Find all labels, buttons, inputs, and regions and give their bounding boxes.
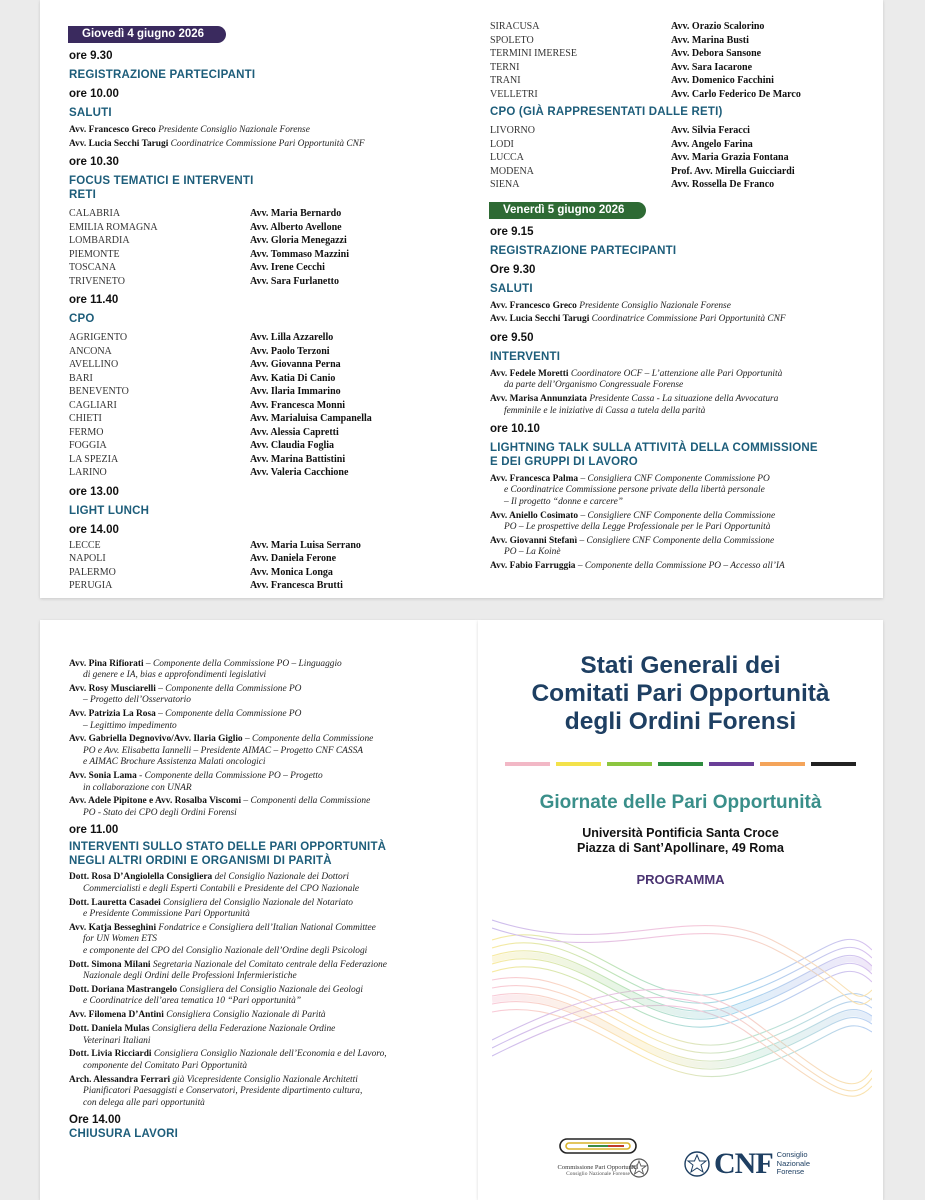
speaker bbox=[69, 139, 469, 150]
speaker-name: Avv. Paolo Terzoni bbox=[250, 345, 330, 357]
speaker-role-cont: e Presidente Commissione Pari Opportunità bbox=[83, 909, 250, 919]
speaker-name: Avv. Irene Cecchi bbox=[250, 262, 325, 274]
speaker-name: Avv. Rossella De Franco bbox=[671, 179, 775, 190]
section-title: CPO (GIÀ RAPPRESENTATI DALLE RETI) bbox=[490, 106, 723, 118]
section-title: RETI bbox=[69, 189, 96, 202]
speaker-role-cont: Nazionale degli Ordini delle Professioni Infermieristiche bbox=[83, 971, 297, 982]
location-name: MODENA bbox=[490, 165, 534, 177]
list-item bbox=[69, 358, 469, 372]
speaker bbox=[69, 872, 469, 895]
speaker-role-cont: Pianificatori Paesaggisti e Conservatori, Presidente dipartimento cultura, bbox=[83, 1086, 363, 1097]
speaker-name: Avv. Marina Battistini bbox=[250, 453, 346, 465]
day1-column bbox=[69, 24, 469, 593]
speaker-role: Consigliera del Consiglio Nazionale del Notariato bbox=[160, 897, 353, 908]
cpo-logo-label: Commissione Pari Opportunità bbox=[557, 1164, 639, 1171]
cover-title-line: degli Ordini Forensi bbox=[564, 708, 797, 735]
cnf-logo-caption bbox=[777, 1151, 810, 1177]
location-name: FERMO bbox=[69, 426, 104, 438]
cnf-logo-caption-line: Consiglio bbox=[776, 1150, 808, 1160]
speaker-name: Dott. Doriana Mastrangelo bbox=[69, 984, 178, 995]
location-name: SIRACUSA bbox=[490, 21, 540, 32]
speaker-role-cont: PO – Le prospettive della Legge Professionale per le Pari Opportunità bbox=[504, 522, 771, 533]
speaker-role: – Consigliere CNF Componente della Commissione bbox=[577, 535, 775, 546]
programme-page-2 bbox=[40, 620, 478, 1200]
speaker-role: Segretaria Nazionale del Comitato centrale della Federazione bbox=[150, 959, 387, 970]
speaker-name: Avv. Lucia Secchi Tarugi bbox=[69, 138, 169, 149]
list-item bbox=[69, 331, 469, 345]
location-name: EMILIA ROMAGNA bbox=[69, 221, 158, 233]
speaker-role-cont: – Il progetto “donne e carcere” bbox=[504, 496, 623, 507]
speaker-name: Avv. Filomena D’Antini bbox=[69, 1010, 164, 1021]
speaker-name: Prof. Avv. Mirella Guicciardi bbox=[671, 165, 795, 177]
speaker bbox=[69, 684, 469, 707]
speaker-role-cont: PO - Stato dei CPO degli Ordini Forensi bbox=[83, 807, 237, 818]
speaker-name: Avv. Giovanna Perna bbox=[250, 359, 341, 371]
speaker bbox=[69, 1024, 469, 1047]
section-title: REGISTRAZIONE PARTECIPANTI bbox=[490, 244, 677, 257]
speaker-role: – Componente della Commissione PO bbox=[155, 683, 302, 694]
cnf-logo bbox=[683, 1147, 810, 1181]
list-item bbox=[490, 47, 870, 61]
republic-emblem-icon bbox=[628, 1157, 650, 1184]
speaker-name: Avv. Fabio Farruggia bbox=[490, 561, 576, 572]
list-item bbox=[490, 74, 870, 88]
speaker-role-cont: Veterinari Italiani bbox=[83, 1035, 151, 1046]
time-label: ore 13.00 bbox=[69, 485, 119, 498]
speaker-name: Avv. Sonia Lama bbox=[69, 771, 137, 782]
location-name: BENEVENTO bbox=[69, 386, 129, 398]
list-item bbox=[490, 165, 870, 179]
speaker bbox=[69, 985, 469, 1008]
logos-row bbox=[478, 1135, 883, 1200]
speaker-role-cont: for UN Women ETS bbox=[83, 934, 157, 945]
speaker-name: Avv. Monica Longa bbox=[250, 566, 333, 578]
list-item bbox=[69, 385, 469, 399]
speaker-role: – Componente della Commissione PO – Accesso all’IA bbox=[575, 561, 785, 572]
speaker-role: Consigliera del Consiglio Nazionale dei Geologi bbox=[177, 984, 363, 995]
location-name: LUCCA bbox=[490, 152, 524, 163]
color-bars bbox=[478, 762, 883, 766]
list-item bbox=[69, 566, 469, 580]
speaker-name: Avv. Sara Iacarone bbox=[671, 61, 753, 73]
interventi-list bbox=[490, 369, 870, 417]
location-name: NAPOLI bbox=[69, 553, 106, 565]
speaker-name: Avv. Giovanni Stefanì bbox=[490, 535, 578, 546]
location-name: CHIETI bbox=[69, 413, 102, 425]
speaker-name: Avv. Fedele Moretti bbox=[490, 368, 569, 379]
speaker-name: Avv. Marialuisa Campanella bbox=[250, 413, 372, 425]
location-name: LOMBARDIA bbox=[69, 235, 130, 247]
speaker-role: Consigliera Consiglio Nazionale di Parità bbox=[163, 1010, 326, 1021]
color-bar bbox=[607, 762, 652, 766]
speaker bbox=[69, 1010, 469, 1021]
list-item bbox=[490, 178, 870, 192]
paperclip-logo-icon bbox=[558, 1135, 638, 1157]
list-item bbox=[69, 453, 469, 467]
speaker-role: Coordinatrice Commissione Pari Opportunità CNF bbox=[170, 138, 365, 149]
speaker-role-cont: in collaborazione con UNAR bbox=[83, 782, 192, 793]
list-item bbox=[69, 426, 469, 440]
list-item bbox=[69, 399, 469, 413]
cpo-reti-list bbox=[490, 124, 870, 192]
speaker bbox=[69, 734, 469, 768]
speaker-role-cont: di genere e IA, bias e approfondimenti legislativi bbox=[83, 669, 267, 680]
time-label: ore 9.30 bbox=[69, 50, 113, 62]
list-item bbox=[69, 248, 469, 262]
location-name: VELLETRI bbox=[490, 88, 538, 100]
speaker-role-cont: Commercialisti e degli Esperti Contabili e Presidente del CPO Nazionale bbox=[83, 883, 360, 894]
speaker-name: Avv. Lucia Secchi Tarugi bbox=[490, 314, 590, 325]
speaker-name: Avv. Gabriella Degnovivo/Avv. Ilaria Giglio bbox=[69, 734, 243, 745]
list-item bbox=[69, 345, 469, 359]
speaker-role-cont: e AIMAC Brochure Assistenza Malati oncologici bbox=[83, 757, 266, 768]
speaker-role: Coordinatrice Commissione Pari Opportunità CNF bbox=[591, 314, 786, 325]
location-name: TOSCANA bbox=[69, 262, 117, 274]
speaker-role: Presidente Cassa - La situazione della Avvocatura bbox=[589, 394, 779, 405]
section-title: REGISTRAZIONE PARTECIPANTI bbox=[69, 69, 256, 81]
speaker bbox=[69, 1049, 469, 1072]
speaker-name: Avv. Patrizia La Rosa bbox=[69, 709, 156, 720]
speaker-name: Avv. Claudia Foglia bbox=[250, 440, 334, 452]
speaker-role: - Componente della Commissione PO – Progetto bbox=[136, 771, 323, 782]
section-title: FOCUS TEMATICI E INTERVENTI bbox=[69, 175, 254, 188]
speaker-role: del Consiglio Nazionale dei Dottori bbox=[212, 872, 349, 883]
speaker bbox=[69, 898, 469, 921]
speaker-name: Avv. Daniela Ferone bbox=[250, 553, 337, 565]
list-item bbox=[69, 466, 469, 480]
speaker bbox=[490, 314, 870, 325]
speaker bbox=[69, 125, 469, 136]
cnf-logo-caption-line: Nazionale bbox=[776, 1158, 811, 1168]
list-item bbox=[69, 275, 469, 289]
speaker bbox=[490, 301, 870, 312]
location-name: LA SPEZIA bbox=[69, 453, 119, 465]
speaker-role: Consigliera della Federazione Nazionale Ordine bbox=[149, 1024, 336, 1035]
location-name: SIENA bbox=[490, 179, 520, 190]
venue-address: Piazza di Sant’Apollinare, 49 Roma bbox=[576, 841, 784, 855]
talks-list-continued bbox=[69, 659, 469, 820]
speaker-name: Avv. Maria Grazia Fontana bbox=[671, 152, 789, 163]
speaker-role-cont: PO e Avv. Elisabetta Iannelli – Presidente AIMAC – Progetto CNF CASSA bbox=[83, 745, 363, 756]
location-name: TERNI bbox=[490, 61, 520, 73]
speaker-name: Avv. Orazio Scalorino bbox=[671, 21, 765, 32]
speaker-name: Avv. Domenico Facchini bbox=[671, 75, 774, 86]
speaker-name: Avv. Ilaria Immarino bbox=[250, 386, 341, 398]
speaker-role-cont: – Progetto dell’Osservatorio bbox=[83, 695, 191, 706]
cover-title-line: Stati Generali dei bbox=[580, 652, 781, 679]
speaker-role: Fondatrice e Consigliera dell’Italian National Committee bbox=[156, 922, 376, 933]
saluti-list bbox=[490, 301, 870, 326]
section-title: INTERVENTI bbox=[490, 350, 561, 363]
cpo-logo-sublabel: Consiglio Nazionale Forense bbox=[566, 1171, 630, 1177]
time-label: Ore 9.30 bbox=[490, 263, 536, 276]
list-item bbox=[490, 151, 870, 165]
speaker-name: Avv. Francesca Palma bbox=[490, 473, 579, 484]
speaker-role: – Componenti della Commissione bbox=[241, 796, 371, 807]
venue-name: Università Pontificia Santa Croce bbox=[582, 826, 779, 840]
speaker-name: Avv. Rosy Musciarelli bbox=[69, 683, 156, 694]
location-name: BARI bbox=[69, 372, 93, 384]
speaker-name: Avv. Katia Di Canio bbox=[250, 372, 336, 384]
speaker-role: – Consigliere CNF Componente della Commissione bbox=[578, 510, 776, 521]
day1-badge: Giovedì 4 giugno 2026 bbox=[68, 26, 226, 43]
speaker-name: Dott. Livia Ricciardi bbox=[69, 1049, 152, 1060]
speaker-role-cont: con delega alle pari opportunità bbox=[83, 1097, 205, 1108]
section-title: NEGLI ALTRI ORDINI E ORGANISMI DI PARITÀ bbox=[69, 855, 332, 868]
location-name: PALERMO bbox=[69, 566, 116, 578]
speaker-name: Avv. Katja Besseghini bbox=[69, 922, 157, 933]
speaker-name: Dott. Simona Milani bbox=[69, 959, 151, 970]
speaker-name: Avv. Sara Furlanetto bbox=[250, 275, 339, 287]
speaker-name: Avv. Francesca Monni bbox=[250, 399, 346, 411]
location-name: SPOLETO bbox=[490, 34, 534, 46]
section-title: SALUTI bbox=[69, 107, 112, 119]
speaker-name: Avv. Pina Rifiorati bbox=[69, 658, 144, 669]
list-item bbox=[69, 261, 469, 275]
speaker-name: Avv. Adele Pipitone e Avv. Rosalba Viscomi bbox=[69, 796, 242, 807]
speaker bbox=[490, 474, 870, 508]
day2-badge: Venerdì 5 giugno 2026 bbox=[489, 202, 646, 219]
saluti-list bbox=[69, 125, 469, 150]
location-name: TRANI bbox=[490, 75, 521, 86]
location-name: AVELLINO bbox=[69, 359, 119, 371]
speaker bbox=[490, 394, 870, 417]
color-bar bbox=[709, 762, 754, 766]
cover-title-line: Comitati Pari Opportunità bbox=[531, 680, 830, 707]
location-name: LIVORNO bbox=[490, 125, 535, 136]
location-name: LECCE bbox=[69, 539, 101, 551]
speaker-name: Dott. Daniela Mulas bbox=[69, 1024, 150, 1035]
speaker-name: Avv. Marina Busti bbox=[671, 34, 749, 46]
list-item bbox=[69, 552, 469, 566]
section-title: LIGHTNING TALK SULLA ATTIVITÀ DELLA COMMISSIONE bbox=[490, 441, 818, 454]
speaker-role-cont: componente del Comitato Pari Opportunità bbox=[83, 1060, 248, 1071]
speaker-role: – Componente della Commissione PO – Linguaggio bbox=[143, 658, 342, 669]
cpo-list-continued bbox=[490, 20, 870, 101]
section-title: INTERVENTI SULLO STATO DELLE PARI OPPORTUNITÀ bbox=[69, 841, 387, 854]
cnf-logo-text: CNF bbox=[714, 1147, 773, 1180]
rainbow-waves-graphic bbox=[492, 900, 872, 1110]
day1-continued-column bbox=[490, 20, 870, 573]
speaker-name: Avv. Tommaso Mazzini bbox=[250, 248, 349, 260]
list-item bbox=[69, 221, 469, 235]
list-item bbox=[69, 207, 469, 221]
speaker-name: Avv. Francesca Brutti bbox=[250, 580, 343, 592]
speaker-role: Consigliera Consiglio Nazionale dell’Economia e del Lavoro, bbox=[151, 1049, 387, 1060]
programme-page-1 bbox=[40, 0, 883, 598]
list-item bbox=[69, 539, 469, 553]
section-title: LIGHT LUNCH bbox=[69, 504, 150, 517]
cover-page bbox=[478, 620, 883, 1200]
speaker-role-cont: e componente del CPO del Consiglio Nazionale dell’Ordine degli Psicologi bbox=[83, 945, 368, 956]
list-item bbox=[490, 88, 870, 102]
color-bar bbox=[505, 762, 550, 766]
time-label: Ore 14.00 bbox=[69, 1114, 121, 1126]
section-title: SALUTI bbox=[490, 282, 533, 295]
speaker-role-cont: da parte dell’Organismo Congressuale Forense bbox=[504, 380, 684, 391]
cnf-emblem-icon bbox=[683, 1150, 711, 1178]
speaker-name: Dott. Rosa D’Angiolella Consigliera bbox=[69, 872, 213, 883]
speaker-name: Avv. Alessia Capretti bbox=[250, 426, 339, 438]
speaker bbox=[490, 561, 870, 572]
cnf-logo-caption-line: Forense bbox=[776, 1167, 805, 1177]
list-item bbox=[490, 124, 870, 138]
speaker-role: – Consigliera CNF Componente Commissione PO bbox=[578, 473, 770, 484]
reti-list bbox=[69, 207, 469, 288]
location-name: FOGGIA bbox=[69, 440, 107, 452]
speaker-role: Presidente Consiglio Nazionale Forense bbox=[579, 300, 731, 311]
afternoon-column bbox=[69, 656, 469, 1141]
location-name: AGRIGENTO bbox=[69, 332, 128, 344]
speaker-role: già Vicepresidente Consiglio Nazionale Architetti bbox=[170, 1074, 358, 1085]
list-item bbox=[490, 20, 870, 34]
speaker bbox=[69, 1075, 469, 1109]
speaker bbox=[69, 771, 469, 794]
location-name: CALABRIA bbox=[69, 208, 121, 220]
location-name: CAGLIARI bbox=[69, 399, 117, 411]
speaker-name: Avv. Alberto Avellone bbox=[250, 221, 342, 233]
location-name: ANCONA bbox=[69, 345, 112, 357]
location-name: PERUGIA bbox=[69, 580, 113, 592]
cover-title bbox=[478, 652, 883, 736]
list-item bbox=[69, 412, 469, 426]
speaker bbox=[69, 923, 469, 957]
cpo-list bbox=[69, 331, 469, 480]
speaker-role-cont: PO – La Koinè bbox=[504, 547, 561, 558]
speaker-name: Dott. Lauretta Casadei bbox=[69, 897, 161, 908]
speaker-name: Avv. Marisa Annunziata bbox=[490, 394, 587, 405]
speaker-role: Coordinatore OCF – L’attenzione alle Pari Opportunità bbox=[570, 368, 783, 379]
speaker-role-cont: femminile e le iniziative di Cassa a tutela della parità bbox=[504, 405, 706, 416]
time-label: ore 11.00 bbox=[69, 824, 119, 837]
speaker bbox=[69, 709, 469, 732]
location-name: LODI bbox=[490, 138, 514, 150]
venue bbox=[478, 826, 883, 856]
list-item bbox=[69, 439, 469, 453]
list-item bbox=[490, 34, 870, 48]
list-item bbox=[69, 372, 469, 386]
location-name: PIEMONTE bbox=[69, 248, 120, 260]
speaker-name: Avv. Maria Bernardo bbox=[250, 208, 342, 220]
time-label: ore 9.50 bbox=[490, 331, 534, 344]
cpo-list-afternoon bbox=[69, 539, 469, 593]
color-bar bbox=[658, 762, 703, 766]
list-item bbox=[490, 61, 870, 75]
time-label: ore 14.00 bbox=[69, 523, 119, 536]
color-bar bbox=[556, 762, 601, 766]
speaker-role: Presidente Consiglio Nazionale Forense bbox=[158, 125, 310, 135]
speaker bbox=[490, 369, 870, 392]
speaker-name: Arch. Alessandra Ferrari bbox=[69, 1074, 171, 1085]
speaker-role-cont: – Legittimo impedimento bbox=[83, 720, 177, 731]
time-label: ore 10.00 bbox=[69, 88, 119, 100]
speaker-name: Avv. Valeria Cacchione bbox=[250, 467, 349, 479]
list-item bbox=[490, 138, 870, 152]
speaker-name: Avv. Maria Luisa Serrano bbox=[250, 539, 361, 551]
speaker-name: Avv. Francesco Greco bbox=[490, 300, 577, 311]
speaker-role-cont: e Coordinatrice dell’area tematica 10 “Pari opportunità” bbox=[83, 996, 302, 1007]
speaker-name: Avv. Gloria Menegazzi bbox=[250, 235, 347, 247]
time-label: ore 9.15 bbox=[490, 225, 534, 238]
speaker-name: Avv. Debora Sansone bbox=[671, 48, 762, 59]
speaker bbox=[490, 536, 870, 559]
speaker bbox=[69, 796, 469, 819]
speaker-name: Avv. Angelo Farina bbox=[671, 138, 753, 150]
speaker bbox=[69, 659, 469, 682]
speaker bbox=[490, 511, 870, 534]
location-name: TERMINI IMERESE bbox=[490, 48, 577, 59]
speaker-name: Avv. Lilla Azzarello bbox=[250, 332, 334, 344]
list-item bbox=[69, 234, 469, 248]
interventi-list bbox=[69, 872, 469, 1109]
cover-subtitle: Giornate delle Pari Opportunità bbox=[539, 792, 822, 813]
location-name: TRIVENETO bbox=[69, 275, 125, 287]
time-label: ore 11.40 bbox=[69, 294, 119, 307]
speaker-name: Avv. Francesco Greco bbox=[69, 125, 156, 135]
speaker-name: Avv. Silvia Feracci bbox=[671, 125, 750, 136]
section-title: E DEI GRUPPI DI LAVORO bbox=[490, 455, 638, 468]
time-label: ore 10.10 bbox=[490, 422, 540, 435]
color-bar bbox=[760, 762, 805, 766]
speaker-name: Avv. Aniello Cosimato bbox=[490, 510, 579, 521]
section-title: CPO bbox=[69, 313, 95, 326]
list-item bbox=[69, 579, 469, 593]
day2-block bbox=[490, 200, 870, 573]
speaker-role-cont: e Coordinatrice Commissione persone private della libertà personale bbox=[504, 485, 765, 496]
location-name: LARINO bbox=[69, 467, 107, 479]
time-label: ore 10.30 bbox=[69, 156, 119, 169]
speaker-role: – Componente della Commissione bbox=[242, 734, 374, 745]
talks-list bbox=[490, 474, 870, 573]
speaker-name: Avv. Carlo Federico De Marco bbox=[671, 88, 801, 100]
section-title: CHIUSURA LAVORI bbox=[69, 1128, 179, 1140]
color-bar bbox=[811, 762, 856, 766]
speaker-role: – Componente della Commissione PO bbox=[155, 709, 302, 720]
speaker bbox=[69, 960, 469, 983]
programme-label: PROGRAMMA bbox=[636, 872, 725, 887]
